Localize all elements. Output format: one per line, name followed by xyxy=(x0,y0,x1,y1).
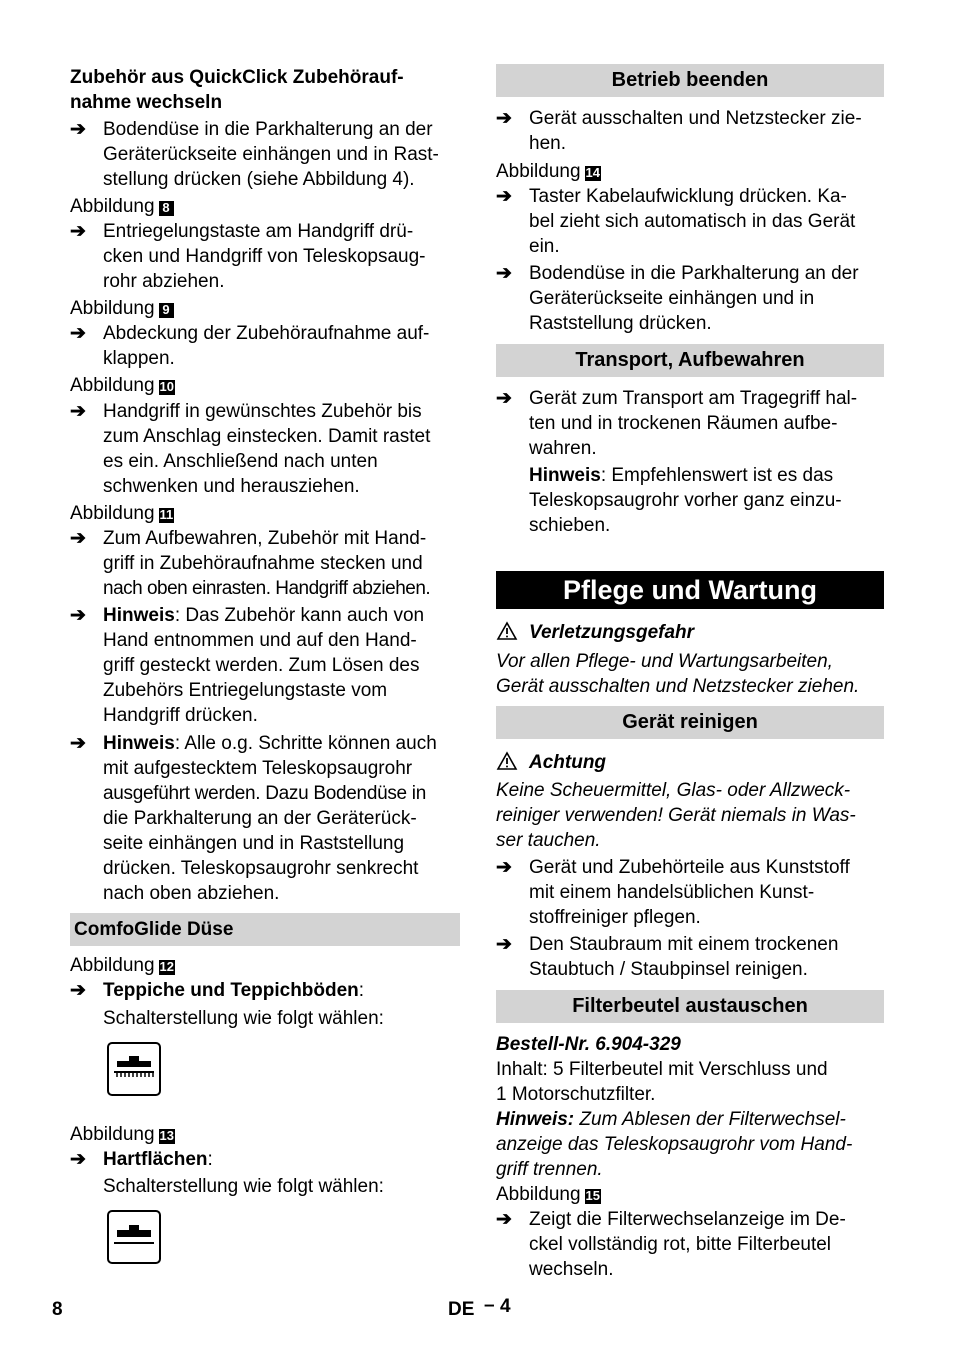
arrow-icon: ➔ xyxy=(70,528,86,549)
step-line: klappen. xyxy=(103,348,175,369)
arrow-icon: ➔ xyxy=(496,108,512,129)
step-line: Gerät und Zubehörteile aus Kunststoff xyxy=(529,857,850,878)
section-header-transport: Transport, Aufbewahren xyxy=(496,344,884,377)
warning-text: Keine Scheuermittel, Glas- oder Allzweck- xyxy=(496,780,851,801)
figure-number: 15 xyxy=(585,1188,600,1203)
step-line: griff in Zubehöraufnahme stecken und xyxy=(103,553,423,574)
note-line: Hinweis: Das Zubehör kann auch von xyxy=(103,605,425,626)
step-line: Geräterückseite einhängen und in xyxy=(529,288,815,309)
step-line: ckel vollständig rot, bitte Filterbeutel xyxy=(529,1234,832,1255)
figure-ref: Abbildung 15 xyxy=(496,1184,600,1205)
warning-text: Gerät ausschalten und Netzstecker ziehen. xyxy=(496,676,860,697)
warning-title: Achtung xyxy=(529,752,607,773)
content-line: 1 Motorschutzfilter. xyxy=(496,1084,656,1105)
note-line: mit aufgestecktem Teleskopsaugrohr xyxy=(103,758,413,779)
note-line: ausgeführt werden. Dazu Bodendüse in xyxy=(103,783,426,804)
note-line: seite einhängen und in Raststellung xyxy=(103,833,405,854)
chapter-title: Pflege und Wartung xyxy=(496,571,884,609)
step-line: Handgriff in gewünschtes Zubehör bis xyxy=(103,401,422,422)
setting-instruction: Schalterstellung wie folgt wählen: xyxy=(103,1008,384,1029)
hardfloor-switch-icon xyxy=(107,1210,161,1264)
note-line: Hinweis: Alle o.g. Schritte können auch xyxy=(103,733,437,754)
carpet-switch-icon xyxy=(107,1042,161,1096)
setting-label: Teppiche und Teppichböden: xyxy=(103,980,365,1001)
warning-triangle-icon xyxy=(496,751,518,771)
step-line: stoffreiniger pflegen. xyxy=(529,907,701,928)
figure-number: 10 xyxy=(159,379,174,394)
section-header-reinigen: Gerät reinigen xyxy=(496,706,884,739)
section-header-filter: Filterbeutel austauschen xyxy=(496,990,884,1023)
step-line: Den Staubraum mit einem trockenen xyxy=(529,934,839,955)
page-number: 8 xyxy=(52,1299,63,1320)
note-line: schieben. xyxy=(529,515,611,536)
figure-ref: Abbildung 8 xyxy=(70,194,174,219)
figure-ref: Abbildung 11 xyxy=(70,503,174,524)
step-line: Entriegelungstaste am Handgriff drü- xyxy=(103,221,414,242)
warning-triangle-icon xyxy=(496,621,518,641)
step-line: wechseln. xyxy=(529,1259,614,1280)
heading-line: Zubehör aus QuickClick Zubehörauf- xyxy=(70,67,404,88)
figure-number: 14 xyxy=(585,165,600,180)
figure-ref: Abbildung 9 xyxy=(70,296,174,321)
arrow-icon: ➔ xyxy=(496,857,512,878)
step-line: ten und in trockenen Räumen aufbe- xyxy=(529,413,838,434)
figure-number: 13 xyxy=(159,1128,174,1143)
step-line: Geräterückseite einhängen und in Rast- xyxy=(103,144,439,165)
heading-line: nahme wechseln xyxy=(70,92,223,113)
note-line: Zubehörs Entriegelungstaste vom xyxy=(103,680,388,701)
step-line: Staubtuch / Staubpinsel reinigen. xyxy=(529,959,808,980)
figure-number: 8 xyxy=(159,201,174,216)
step-line: Zum Aufbewahren, Zubehör mit Hand- xyxy=(103,528,427,549)
warning-title: Verletzungsgefahr xyxy=(529,622,695,643)
filter-note-line: Hinweis: Zum Ablesen der Filterwechsel- xyxy=(496,1109,846,1130)
note-line: drücken. Teleskopsaugrohr senkrecht xyxy=(103,858,419,879)
note-line: nach oben abziehen. xyxy=(103,883,280,904)
section-header-comfoglide: ComfoGlide Düse xyxy=(70,913,460,946)
step-line: rohr abziehen. xyxy=(103,271,225,292)
step-line: mit einem handelsüblichen Kunst- xyxy=(529,882,815,903)
step-line: Gerät zum Transport am Tragegriff hal- xyxy=(529,388,858,409)
step-line: Gerät ausschalten und Netzstecker zie- xyxy=(529,108,862,129)
note-line: Hand entnommen und auf den Hand- xyxy=(103,630,417,651)
step-line: schwenken und herausziehen. xyxy=(103,476,360,497)
note-line: Handgriff drücken. xyxy=(103,705,258,726)
arrow-icon: ➔ xyxy=(70,323,86,344)
footer-dash: – xyxy=(484,1295,495,1316)
arrow-icon: ➔ xyxy=(70,221,86,242)
step-line: ein. xyxy=(529,236,560,257)
arrow-icon: ➔ xyxy=(496,186,512,207)
figure-ref: Abbildung 12 xyxy=(70,955,174,976)
step-line: es ein. Anschließend nach unten xyxy=(103,451,378,472)
step-line: bel zieht sich automatisch in das Gerät xyxy=(529,211,856,232)
arrow-icon: ➔ xyxy=(496,1209,512,1230)
arrow-icon: ➔ xyxy=(70,733,86,754)
setting-instruction: Schalterstellung wie folgt wählen: xyxy=(103,1176,384,1197)
figure-ref: Abbildung 14 xyxy=(496,161,600,182)
note-line: die Parkhalterung an der Geräterück- xyxy=(103,808,417,829)
figure-number: 9 xyxy=(159,303,174,318)
footer-section-number: 4 xyxy=(500,1296,511,1317)
step-line: Zeigt die Filterwechselanzeige im De- xyxy=(529,1209,846,1230)
warning-text: ser tauchen. xyxy=(496,830,601,851)
warning-text: Vor allen Pflege- und Wartungsarbeiten, xyxy=(496,651,833,672)
note-line: Teleskopsaugrohr vorher ganz einzu- xyxy=(529,490,842,511)
figure-number: 11 xyxy=(159,507,174,522)
step-line: stellung drücken (siehe Abbildung 4). xyxy=(103,169,415,190)
step-line: nach oben einrasten. Handgriff abziehen. xyxy=(103,578,431,599)
section-header-betrieb: Betrieb beenden xyxy=(496,64,884,97)
filter-note-line: griff trennen. xyxy=(496,1159,603,1180)
note-line: Hinweis: Empfehlenswert ist es das xyxy=(529,465,834,486)
step-line: wahren. xyxy=(529,438,597,459)
figure-number: 12 xyxy=(159,959,174,974)
arrow-icon: ➔ xyxy=(496,934,512,955)
footer-lang: DE xyxy=(448,1299,475,1320)
arrow-icon: ➔ xyxy=(70,980,86,1001)
note-line: griff gesteckt werden. Zum Lösen des xyxy=(103,655,420,676)
figure-ref: Abbildung 13 xyxy=(70,1124,174,1145)
arrow-icon: ➔ xyxy=(496,263,512,284)
figure-ref: Abbildung 10 xyxy=(70,375,174,396)
step-line: Bodendüse in die Parkhalterung an der xyxy=(529,263,859,284)
content-line: Inhalt: 5 Filterbeutel mit Verschluss und xyxy=(496,1059,828,1080)
arrow-icon: ➔ xyxy=(70,119,86,140)
arrow-icon: ➔ xyxy=(496,388,512,409)
setting-label: Hartflächen: xyxy=(103,1149,213,1170)
step-line: cken und Handgriff von Teleskopsaug- xyxy=(103,246,426,267)
step-line: Bodendüse in die Parkhalterung an der xyxy=(103,119,433,140)
step-line: Abdeckung der Zubehöraufnahme auf- xyxy=(103,323,430,344)
order-number: Bestell-Nr. 6.904-329 xyxy=(496,1034,681,1055)
filter-note-line: anzeige das Teleskopsaugrohr vom Hand- xyxy=(496,1134,853,1155)
step-line: zum Anschlag einstecken. Damit rastet xyxy=(103,426,431,447)
step-line: Raststellung drücken. xyxy=(529,313,712,334)
step-line: Taster Kabelaufwicklung drücken. Ka- xyxy=(529,186,847,207)
arrow-icon: ➔ xyxy=(70,605,86,626)
warning-text: reiniger verwenden! Gerät niemals in Was- xyxy=(496,805,856,826)
arrow-icon: ➔ xyxy=(70,401,86,422)
step-line: hen. xyxy=(529,133,566,154)
arrow-icon: ➔ xyxy=(70,1149,86,1170)
